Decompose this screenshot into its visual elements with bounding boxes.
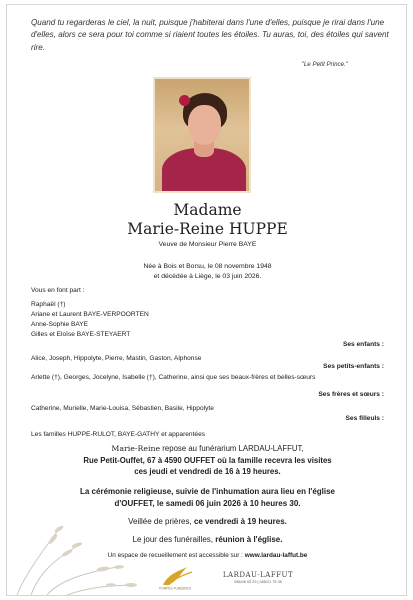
floral-decoration-icon — [7, 503, 157, 595]
grandchildren-list: Alice, Joseph, Hippolyte, Pierre, Mastin, Gaston, Alphonse — [31, 355, 202, 362]
deceased-title: Madame — [173, 201, 242, 219]
visit-line — [7, 466, 407, 477]
family-member: Raphaël (†) — [31, 301, 66, 308]
birth-line: Née à Bois et Borsu, le 08 novembre 1948 — [143, 263, 272, 270]
family-member: Anne-Sophie BAYE — [31, 321, 89, 328]
ceremony-text-2: d'OUFFET, le samedi 06 juin 2026 à 10 heures 30. — [114, 499, 301, 508]
portrait-photo — [153, 77, 251, 193]
online-prefix: Un espace de recueillement est accessible sur : — [107, 552, 245, 559]
ceremony-text-1: La cérémonie religieuse, suivie de l'inhumation aura lieu en l'église — [80, 487, 335, 496]
rest-name: Marie-Reine — [111, 444, 161, 453]
children-label: Ses enfants : — [342, 341, 384, 348]
family-intro: Vous en font part : — [31, 287, 85, 294]
ceremony-line-1 — [7, 486, 407, 498]
rest-line — [7, 443, 407, 454]
godchildren-list: Catherine, Murielle, Marie-Louisa, Sébastien, Basile, Hippolyte — [31, 405, 214, 412]
visit-text: ces jeudi et vendredi de 16 à 19 heures. — [134, 467, 281, 476]
obituary-card — [6, 4, 407, 596]
grandchildren-label: Ses petits-enfants : — [323, 363, 384, 370]
lardau-laffut-contact: 086/45 63 29 | 085/21 75 38 — [234, 580, 282, 584]
wake-bold: ce vendredi à 19 heures. — [193, 517, 287, 526]
family-member: Ariane et Laurent BAYE-VERPOORTEN — [31, 311, 149, 318]
address-line — [7, 455, 407, 466]
pompes-funebres-logo-icon — [155, 563, 195, 591]
rest-text: repose au funérarium LARDAU-LAFFUT, — [160, 444, 304, 453]
online-url[interactable]: www.lardau-laffut.be — [244, 552, 308, 559]
address-text: Rue Petit-Ouffet, 67 à 4590 OUFFET où la famille recevra les visites — [83, 456, 332, 465]
quote-text: Quand tu regarderas le ciel, la nuit, puisque j'habiterai dans l'une d'elles, puisque je rirai dans l'une d'elles, alors ce sera pour toi comme si riaient toutes les étoiles. Tu auras, toi, des étoiles qui savent rire. — [31, 18, 389, 52]
death-line: et décédée à Liège, le 03 juin 2026. — [153, 273, 262, 280]
widow-line: Veuve de Monsieur Pierre BAYE — [158, 241, 257, 248]
deceased-name: Marie-Reine HUPPE — [127, 220, 288, 238]
siblings-list: Arlette (†), Georges, Jocelyne, Isabelle (†), Catherine, ainsi que ses beaux-frères et belles-sœurs — [31, 374, 316, 381]
godchildren-label: Ses filleuls : — [345, 415, 384, 422]
siblings-label: Ses frères et sœurs : — [318, 391, 384, 398]
meeting-bold: réunion à l'église. — [215, 535, 283, 544]
family-member: Gilles et Eloïse BAYE-STEYAERT — [31, 331, 131, 338]
flower-icon — [179, 95, 190, 106]
related-families: Les familles HUPPE-RULOT, BAYE-GATHY et apparentées — [31, 431, 206, 438]
portrait-face — [188, 105, 221, 145]
quote-author: "Le Petit Prince." — [301, 61, 348, 68]
lardau-laffut-logo — [212, 571, 304, 591]
wake-prefix: Veillée de prières, — [128, 517, 194, 526]
pompes-funebres-logo-text: POMPES FUNÈBRES — [159, 586, 191, 591]
lardau-laffut-name: LARDAU-LAFFUT — [222, 571, 294, 579]
meeting-prefix: Le jour des funérailles, — [132, 535, 216, 544]
